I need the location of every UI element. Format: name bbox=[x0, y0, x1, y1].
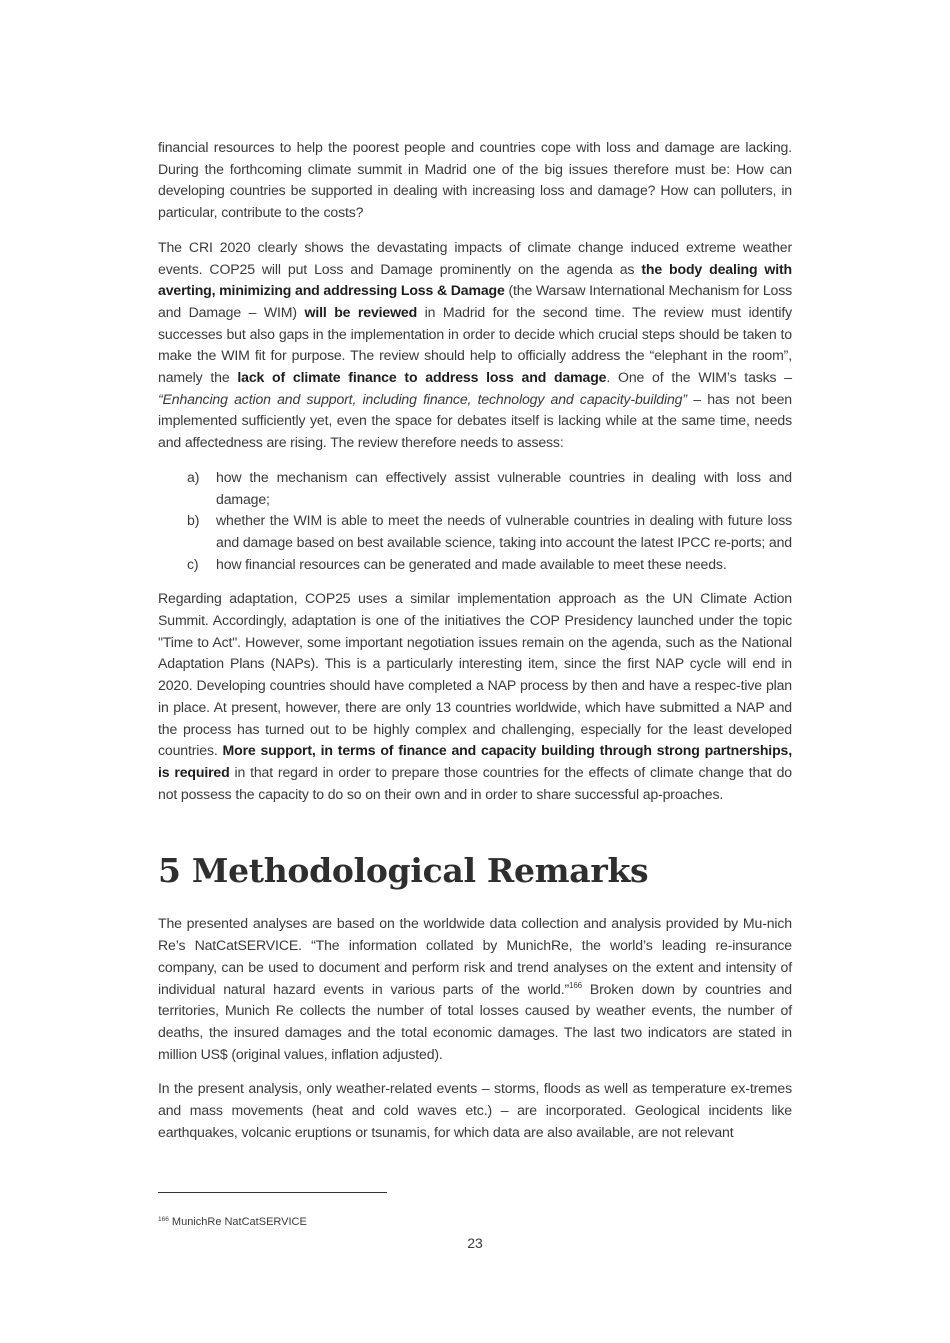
text-run: – has not been implemented sufficiently yet, even the space for debates itself is lacking while at the same time, needs and affectedness are rising. The review therefore needs to assess: bbox=[158, 390, 792, 451]
bold-lack-of-finance: lack of climate finance to address loss and damage bbox=[237, 369, 607, 386]
list-marker: c) bbox=[187, 555, 199, 572]
text-run: (the Warsaw International Mechanism for Loss and Damage – WIM) bbox=[158, 282, 792, 320]
paragraph-cri-cop25 bbox=[158, 237, 792, 454]
text-run: The presented analyses are based on the worldwide data collection and analysis provided by Mu-nich Re’s NatCatSERVICE. “The information collated by MunichRe, the world’s leading re-insurance company, can be used to document and perform risk and trend analyses on the extent and intensity of individual natural hazard events in various parts of the world.” bbox=[158, 915, 792, 997]
text-run: in Madrid for the second time. The review must identify successes but also gaps in the implementation in order to decide which crucial steps should be taken to make the WIM fit for purpose. The review should help to officially address the “elephant in the room”, namely the bbox=[158, 303, 792, 386]
list-item bbox=[158, 510, 792, 553]
list-item bbox=[158, 467, 792, 510]
paragraph-loss-damage-intro: financial resources to help the poorest people and countries cope with loss and damage are lacking. During the forthcoming climate summit in Madrid one of the big issues therefore must be: How can developing countries be supported in dealing with increasing loss and damage? How can polluters, in particular, contribute to the costs? bbox=[158, 139, 792, 221]
list-item-text: how the mechanism can effectively assist vulnerable countries in dealing with loss and damage; bbox=[216, 468, 792, 507]
text-run: Broken down by countries and territories, Munich Re collects the number of total losses caused by weather events, the number of deaths, the insured damages and the total economic damages. The last two indicators are stated in million US$ (original values, inflation adjusted). bbox=[158, 980, 792, 1062]
bold-wim-body: the body dealing with averting, minimizing and addressing Loss & Damage bbox=[158, 260, 793, 299]
body-text bbox=[158, 137, 792, 1156]
text-run: in that regard in order to prepare those countries for the effects of climate change that do not possess the capacity to do so on their own and in order to share successful ap-proaches. bbox=[158, 763, 792, 802]
paragraph-natcatservice bbox=[158, 913, 792, 1065]
bold-more-support: More support, in terms of finance and capacity building through strong partnerships, is required bbox=[158, 742, 792, 780]
text-run: The CRI 2020 clearly shows the devastating impacts of climate change induced extreme weather events. COP25 will put Loss and Damage prominently on the agenda as bbox=[158, 238, 792, 277]
list-marker: b) bbox=[187, 512, 200, 529]
list-marker: a) bbox=[187, 468, 200, 485]
list-item-text: how financial resources can be generated and made available to meet these needs. bbox=[216, 555, 727, 572]
footnote-text: MunichRe NatCatSERVICE bbox=[168, 1216, 307, 1228]
section-heading: 5 Methodological Remarks bbox=[158, 851, 649, 891]
footnote-number: 166 bbox=[158, 1216, 169, 1223]
review-criteria-list bbox=[158, 467, 792, 576]
list-item-text: whether the WIM is able to meet the needs of vulnerable countries in dealing with future loss and damage based on best available science, taking into account the latest IPCC re-ports; and bbox=[216, 512, 792, 550]
page-number: 23 bbox=[467, 1235, 483, 1251]
bold-will-be-reviewed: will be reviewed bbox=[304, 303, 418, 320]
footnote-reference[interactable]: 166 bbox=[569, 980, 582, 990]
italic-wim-task: “Enhancing action and support, including finance, technology and capacity-building” bbox=[158, 390, 687, 407]
paragraph-weather-events: In the present analysis, only weather-related events – storms, floods as well as temperature ex-tremes and mass movements (heat and cold waves etc.) – are incorporated. Geological incidents like earthquakes, volcanic eruptions or tsunamis, for which data are also available, are not relevant bbox=[158, 1080, 792, 1140]
footnote-divider bbox=[158, 1192, 387, 1193]
footnote bbox=[158, 1216, 307, 1228]
list-item bbox=[158, 554, 792, 576]
text-run: . One of the WIM’s tasks – bbox=[606, 369, 792, 386]
paragraph-adaptation bbox=[158, 588, 792, 805]
text-run: Regarding adaptation, COP25 uses a similar implementation approach as the UN Climate Action Summit. Accordingly, adaptation is one of the initiatives the COP Presidency launched under the topic "Time to Act". However, some important negotiation issues remain on the agenda, such as the National Adaptation Plans (NAPs). This is a particularly interesting item, since the first NAP cycle will end in 2020. Developing countries should have completed a NAP process by then and have a respec-tive plan in place. At present, however, there are only 13 countries worldwide, which have submitted a NAP and the process has turned out to be highly complex and challenging, especially for the least developed countries. bbox=[158, 590, 792, 759]
